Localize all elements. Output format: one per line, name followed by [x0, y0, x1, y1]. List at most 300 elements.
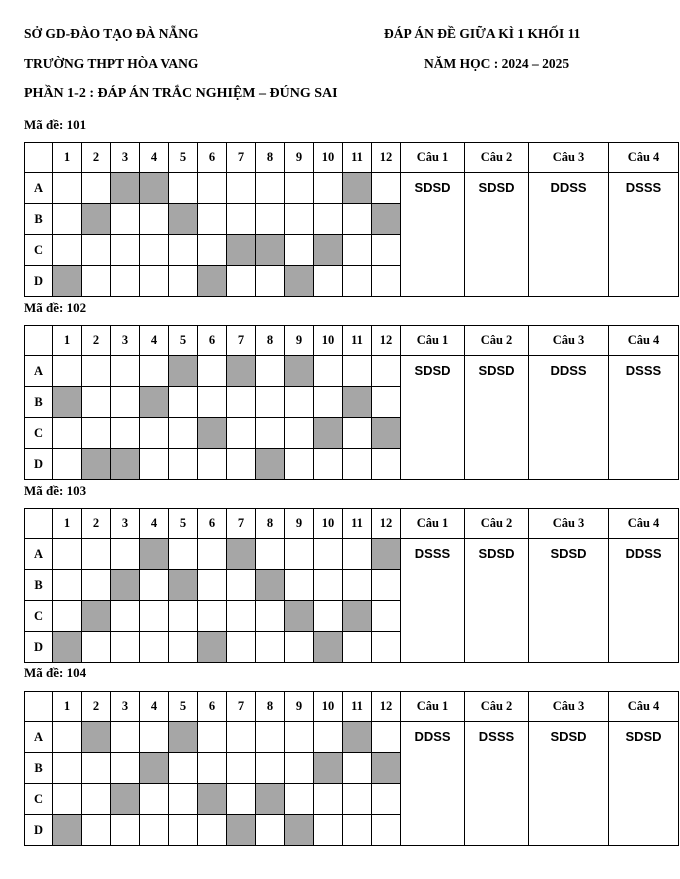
true-false-question-header: Câu 3	[529, 143, 609, 173]
question-number-header: 3	[111, 509, 140, 539]
answer-cell	[372, 173, 401, 204]
answer-cell	[82, 753, 111, 784]
answer-cell-marked	[169, 570, 198, 601]
answer-cell	[198, 173, 227, 204]
answer-cell	[285, 539, 314, 570]
answer-cell	[169, 387, 198, 418]
question-number-header: 3	[111, 326, 140, 356]
answer-cell	[256, 815, 285, 846]
answer-cell-marked	[285, 601, 314, 632]
answer-cell-marked	[198, 632, 227, 663]
answer-cell-marked	[256, 570, 285, 601]
answer-cell	[198, 387, 227, 418]
answer-cell-marked	[111, 784, 140, 815]
answer-cell	[256, 356, 285, 387]
answer-cell	[53, 753, 82, 784]
answer-cell	[314, 173, 343, 204]
true-false-answer: DDSS	[529, 173, 609, 297]
true-false-question-header: Câu 4	[609, 143, 679, 173]
answer-cell	[343, 449, 372, 480]
answer-cell-marked	[169, 204, 198, 235]
question-number-header: 2	[82, 509, 111, 539]
question-number-header: 2	[82, 143, 111, 173]
question-number-header: 4	[140, 326, 169, 356]
answer-cell	[198, 356, 227, 387]
answer-cell	[372, 601, 401, 632]
answer-cell-marked	[372, 418, 401, 449]
answer-cell-marked	[372, 753, 401, 784]
corner-cell	[25, 509, 53, 539]
answer-cell-marked	[227, 356, 256, 387]
answer-cell-marked	[82, 449, 111, 480]
true-false-answer: DSSS	[609, 356, 679, 480]
question-number-header: 5	[169, 326, 198, 356]
answer-cell	[285, 449, 314, 480]
true-false-question-header: Câu 1	[401, 326, 465, 356]
answer-cell	[111, 815, 140, 846]
question-number-header: 6	[198, 143, 227, 173]
answer-cell	[285, 632, 314, 663]
question-number-header: 9	[285, 143, 314, 173]
answer-cell	[169, 173, 198, 204]
answer-cell	[256, 632, 285, 663]
answer-cell	[372, 235, 401, 266]
answer-cell	[111, 753, 140, 784]
answer-cell	[227, 173, 256, 204]
answer-cell	[314, 539, 343, 570]
table-header-row	[25, 692, 679, 722]
corner-cell	[25, 692, 53, 722]
true-false-question-header: Câu 2	[465, 509, 529, 539]
answer-cell-marked	[314, 632, 343, 663]
question-number-header: 7	[227, 509, 256, 539]
true-false-question-header: Câu 3	[529, 326, 609, 356]
question-number-header: 8	[256, 509, 285, 539]
option-row-a	[25, 722, 679, 753]
question-number-header: 6	[198, 509, 227, 539]
question-number-header: 8	[256, 326, 285, 356]
answer-cell-marked	[198, 418, 227, 449]
question-number-header: 10	[314, 143, 343, 173]
answer-cell	[227, 418, 256, 449]
question-number-header: 9	[285, 326, 314, 356]
question-number-header: 4	[140, 509, 169, 539]
question-number-header: 11	[343, 143, 372, 173]
option-label: A	[25, 356, 53, 387]
table-header-row	[25, 509, 679, 539]
true-false-question-header: Câu 4	[609, 509, 679, 539]
answer-table	[24, 325, 679, 480]
answer-cell	[343, 784, 372, 815]
answer-cell	[343, 815, 372, 846]
corner-cell	[25, 326, 53, 356]
option-label: B	[25, 570, 53, 601]
option-label: C	[25, 235, 53, 266]
answer-cell	[343, 539, 372, 570]
option-label: A	[25, 722, 53, 753]
option-label: C	[25, 418, 53, 449]
answer-cell-marked	[285, 815, 314, 846]
exam-code-label: Mã đề: 104	[24, 665, 87, 680]
answer-cell-marked	[53, 266, 82, 297]
question-number-header: 11	[343, 509, 372, 539]
answer-cell	[372, 632, 401, 663]
answer-cell	[198, 815, 227, 846]
true-false-answer: SDSD	[465, 356, 529, 480]
answer-cell	[314, 449, 343, 480]
option-label: D	[25, 632, 53, 663]
true-false-answer: SDSD	[401, 173, 465, 297]
answer-cell-marked	[343, 173, 372, 204]
section-title: PHẦN 1-2 : ĐÁP ÁN TRẮC NGHIỆM – ĐÚNG SAI	[24, 86, 338, 101]
question-number-header: 10	[314, 326, 343, 356]
exam-title: ĐÁP ÁN ĐỀ GIỮA KÌ 1 KHỐI 11	[384, 26, 581, 41]
option-label: C	[25, 601, 53, 632]
answer-cell-marked	[198, 266, 227, 297]
answer-cell-marked	[314, 418, 343, 449]
question-number-header: 12	[372, 143, 401, 173]
answer-cell	[53, 570, 82, 601]
question-number-header: 12	[372, 326, 401, 356]
answer-cell-marked	[285, 356, 314, 387]
answer-cell	[82, 539, 111, 570]
answer-cell	[314, 601, 343, 632]
answer-cell	[169, 235, 198, 266]
answer-cell-marked	[82, 204, 111, 235]
answer-cell-marked	[169, 722, 198, 753]
question-number-header: 8	[256, 692, 285, 722]
answer-cell	[256, 204, 285, 235]
answer-cell-marked	[314, 753, 343, 784]
option-label: D	[25, 266, 53, 297]
answer-cell	[227, 570, 256, 601]
answer-cell	[285, 204, 314, 235]
question-number-header: 4	[140, 692, 169, 722]
true-false-question-header: Câu 2	[465, 326, 529, 356]
answer-cell	[285, 387, 314, 418]
true-false-answer: DDSS	[401, 722, 465, 846]
answer-cell	[169, 632, 198, 663]
option-label: A	[25, 539, 53, 570]
answer-cell	[343, 235, 372, 266]
answer-cell	[372, 784, 401, 815]
true-false-question-header: Câu 1	[401, 509, 465, 539]
true-false-answer: DSSS	[401, 539, 465, 663]
answer-cell	[198, 539, 227, 570]
answer-cell	[169, 815, 198, 846]
answer-cell	[169, 266, 198, 297]
true-false-question-header: Câu 3	[529, 509, 609, 539]
answer-cell	[314, 815, 343, 846]
question-number-header: 5	[169, 692, 198, 722]
true-false-question-header: Câu 1	[401, 692, 465, 722]
option-label: C	[25, 784, 53, 815]
answer-cell	[53, 539, 82, 570]
answer-cell	[198, 204, 227, 235]
answer-cell	[140, 449, 169, 480]
true-false-answer: SDSD	[401, 356, 465, 480]
answer-cell	[372, 570, 401, 601]
answer-cell	[140, 266, 169, 297]
answer-cell-marked	[343, 601, 372, 632]
answer-cell	[82, 570, 111, 601]
answer-cell	[82, 266, 111, 297]
question-number-header: 9	[285, 692, 314, 722]
answer-cell	[111, 632, 140, 663]
true-false-answer: SDSD	[609, 722, 679, 846]
answer-cell	[314, 204, 343, 235]
answer-cell	[140, 784, 169, 815]
answer-cell	[285, 235, 314, 266]
answer-cell	[227, 204, 256, 235]
answer-cell	[227, 266, 256, 297]
answer-cell	[111, 235, 140, 266]
answer-cell-marked	[256, 449, 285, 480]
answer-cell	[53, 449, 82, 480]
answer-cell	[140, 601, 169, 632]
corner-cell	[25, 143, 53, 173]
answer-cell	[256, 601, 285, 632]
question-number-header: 1	[53, 143, 82, 173]
answer-cell-marked	[314, 235, 343, 266]
answer-cell	[111, 722, 140, 753]
answer-cell	[227, 784, 256, 815]
answer-cell-marked	[111, 570, 140, 601]
question-number-header: 6	[198, 692, 227, 722]
answer-cell	[53, 204, 82, 235]
true-false-answer: SDSD	[529, 539, 609, 663]
question-number-header: 10	[314, 692, 343, 722]
option-row-a	[25, 173, 679, 204]
answer-cell	[343, 418, 372, 449]
answer-cell	[198, 722, 227, 753]
answer-cell	[372, 815, 401, 846]
answer-cell	[372, 266, 401, 297]
answer-cell	[256, 539, 285, 570]
answer-cell-marked	[53, 815, 82, 846]
answer-cell-marked	[140, 387, 169, 418]
answer-cell	[198, 235, 227, 266]
answer-cell	[343, 753, 372, 784]
answer-table	[24, 508, 679, 663]
question-number-header: 2	[82, 692, 111, 722]
question-number-header: 3	[111, 143, 140, 173]
answer-cell	[285, 722, 314, 753]
answer-cell	[314, 266, 343, 297]
answer-cell	[372, 387, 401, 418]
answer-cell	[372, 722, 401, 753]
true-false-answer: DDSS	[529, 356, 609, 480]
answer-cell-marked	[227, 235, 256, 266]
answer-cell-marked	[343, 722, 372, 753]
answer-cell	[285, 173, 314, 204]
answer-cell	[256, 173, 285, 204]
question-number-header: 10	[314, 509, 343, 539]
answer-cell-marked	[140, 539, 169, 570]
answer-cell-marked	[256, 235, 285, 266]
answer-cell-marked	[53, 387, 82, 418]
answer-cell	[82, 235, 111, 266]
true-false-question-header: Câu 4	[609, 692, 679, 722]
answer-cell	[111, 356, 140, 387]
answer-cell-marked	[227, 539, 256, 570]
table-header-row	[25, 143, 679, 173]
answer-cell	[314, 722, 343, 753]
question-number-header: 11	[343, 692, 372, 722]
question-number-header: 5	[169, 509, 198, 539]
answer-cell	[343, 632, 372, 663]
question-number-header: 7	[227, 326, 256, 356]
answer-cell	[372, 449, 401, 480]
exam-code-label: Mã đề: 101	[24, 117, 87, 132]
question-number-header: 7	[227, 143, 256, 173]
answer-cell	[140, 570, 169, 601]
option-label: D	[25, 449, 53, 480]
answer-cell-marked	[169, 356, 198, 387]
table-header-row	[25, 326, 679, 356]
answer-cell-marked	[227, 815, 256, 846]
answer-cell	[343, 570, 372, 601]
answer-cell	[314, 356, 343, 387]
answer-cell	[53, 173, 82, 204]
question-number-header: 7	[227, 692, 256, 722]
answer-cell-marked	[256, 784, 285, 815]
question-number-header: 1	[53, 326, 82, 356]
question-number-header: 2	[82, 326, 111, 356]
answer-cell	[111, 204, 140, 235]
option-row-a	[25, 539, 679, 570]
answer-cell	[82, 632, 111, 663]
answer-cell	[227, 387, 256, 418]
answer-cell-marked	[111, 449, 140, 480]
answer-cell	[198, 449, 227, 480]
true-false-answer: DDSS	[609, 539, 679, 663]
school-year: NĂM HỌC : 2024 – 2025	[424, 56, 570, 71]
answer-cell-marked	[343, 387, 372, 418]
question-number-header: 11	[343, 326, 372, 356]
answer-cell	[111, 601, 140, 632]
answer-cell-marked	[111, 173, 140, 204]
answer-cell	[256, 418, 285, 449]
answer-cell	[140, 418, 169, 449]
question-number-header: 12	[372, 509, 401, 539]
answer-cell	[198, 753, 227, 784]
question-number-header: 8	[256, 143, 285, 173]
answer-cell	[372, 356, 401, 387]
answer-cell	[227, 601, 256, 632]
question-number-header: 1	[53, 692, 82, 722]
answer-cell	[227, 449, 256, 480]
answer-cell-marked	[140, 753, 169, 784]
true-false-answer: SDSD	[529, 722, 609, 846]
answer-cell	[285, 418, 314, 449]
answer-cell	[140, 815, 169, 846]
true-false-answer: DSSS	[609, 173, 679, 297]
answer-cell	[169, 449, 198, 480]
option-label: B	[25, 753, 53, 784]
true-false-answer: SDSD	[465, 539, 529, 663]
answer-cell	[285, 784, 314, 815]
answer-cell-marked	[372, 539, 401, 570]
true-false-answer: SDSD	[465, 173, 529, 297]
answer-cell	[82, 784, 111, 815]
question-number-header: 12	[372, 692, 401, 722]
answer-cell	[169, 539, 198, 570]
answer-cell	[53, 784, 82, 815]
answer-table	[24, 142, 679, 297]
answer-cell	[140, 632, 169, 663]
answer-cell	[343, 204, 372, 235]
option-label: D	[25, 815, 53, 846]
true-false-question-header: Câu 2	[465, 692, 529, 722]
answer-table	[24, 691, 679, 846]
question-number-header: 9	[285, 509, 314, 539]
answer-cell	[285, 753, 314, 784]
answer-cell-marked	[285, 266, 314, 297]
answer-cell	[227, 632, 256, 663]
answer-cell	[82, 387, 111, 418]
answer-cell	[140, 204, 169, 235]
answer-cell	[256, 266, 285, 297]
option-label: B	[25, 204, 53, 235]
answer-cell	[111, 266, 140, 297]
answer-cell	[169, 753, 198, 784]
answer-cell-marked	[140, 173, 169, 204]
answer-cell	[169, 601, 198, 632]
answer-cell-marked	[53, 632, 82, 663]
answer-cell	[343, 356, 372, 387]
answer-cell	[256, 722, 285, 753]
department-name: SỞ GD-ĐÀO TẠO ĐÀ NẴNG	[24, 26, 199, 41]
answer-cell-marked	[372, 204, 401, 235]
answer-cell	[256, 387, 285, 418]
answer-cell	[53, 356, 82, 387]
answer-cell	[82, 173, 111, 204]
exam-code-label: Mã đề: 103	[24, 483, 87, 498]
true-false-question-header: Câu 3	[529, 692, 609, 722]
question-number-header: 1	[53, 509, 82, 539]
answer-cell	[82, 356, 111, 387]
answer-cell	[256, 753, 285, 784]
answer-cell	[53, 235, 82, 266]
answer-cell	[53, 418, 82, 449]
answer-cell	[140, 356, 169, 387]
answer-cell	[140, 235, 169, 266]
answer-cell-marked	[82, 601, 111, 632]
answer-cell	[343, 266, 372, 297]
answer-cell	[227, 722, 256, 753]
answer-cell	[111, 387, 140, 418]
question-number-header: 3	[111, 692, 140, 722]
option-row-a	[25, 356, 679, 387]
answer-cell	[314, 570, 343, 601]
answer-cell	[82, 418, 111, 449]
true-false-question-header: Câu 1	[401, 143, 465, 173]
answer-cell	[227, 753, 256, 784]
true-false-answer: DSSS	[465, 722, 529, 846]
question-number-header: 5	[169, 143, 198, 173]
answer-cell	[53, 601, 82, 632]
answer-cell	[169, 418, 198, 449]
answer-cell-marked	[82, 722, 111, 753]
question-number-header: 6	[198, 326, 227, 356]
true-false-question-header: Câu 2	[465, 143, 529, 173]
answer-cell	[198, 601, 227, 632]
answer-cell	[314, 784, 343, 815]
answer-cell-marked	[198, 784, 227, 815]
answer-cell	[111, 418, 140, 449]
answer-cell	[314, 387, 343, 418]
